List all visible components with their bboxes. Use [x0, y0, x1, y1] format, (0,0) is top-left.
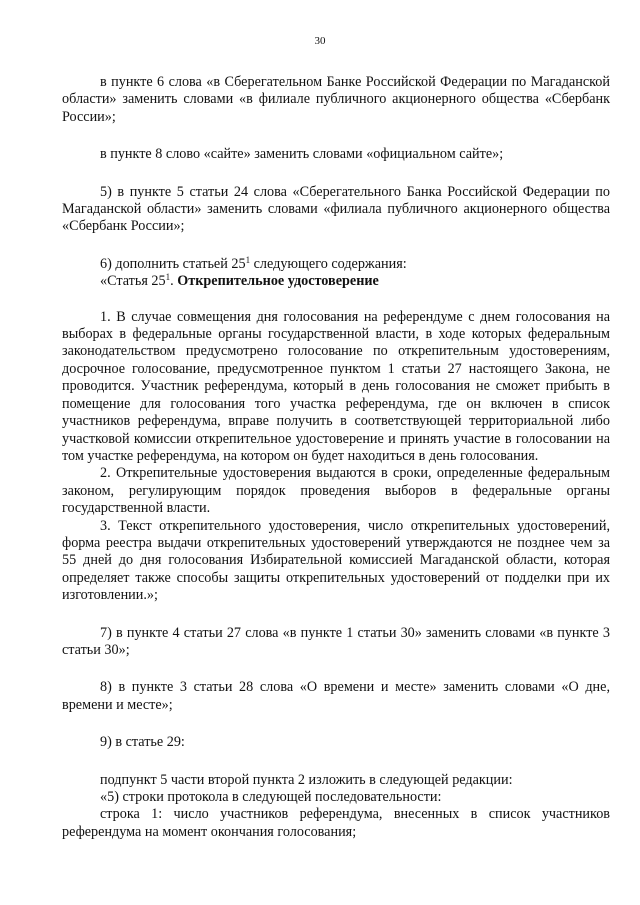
document-body	[62, 74, 610, 841]
paragraph-rows-intro: «5) строки протокола в следующей последовательности:	[100, 789, 442, 805]
article-clause-3: 3. Текст открепительного удостоверения, число открепительных удостоверений, форма реестра выдачи открепительных удостоверений утверждаются не позднее чем за 55 дней до дня голосования Избирательной комиссией Магаданской области, которая определяет также способы защиты открепительных удостоверений от подделки при их изготовлении.»;	[62, 517, 610, 604]
point-6-text: 6) дополнить статьей 25	[100, 255, 246, 272]
article-clause-2: 2. Открепительные удостоверения выдаются в сроки, определенные федеральным законом, регулирующим порядок проведения выборов в федеральные органы государственной власти.	[62, 465, 610, 517]
article-title: Открепительное удостоверение	[177, 273, 379, 290]
paragraph-point-9: 9) в статье 29:	[100, 734, 185, 751]
article-separator: .	[170, 273, 178, 290]
superscript: 1	[165, 272, 171, 283]
article-clause-1: 1. В случае совмещения дня голосования на референдуме с днем голосования на выборах в федеральные органы государственной власти, в ходе которых федеральным законодательством предусмотрено голосование по открепительным удостоверениям, досрочное голосование, предусмотренное пунктом 1 статьи 27 настоящего Закона, не проводится. Участник референдума, который в день голосования не сможет прибыть в помещение для голосования того участка референдума, где он включен в список участников референдума, вправе получить в соответствующей территориальной либо участковой комиссии открепительное удостоверение и принять участие в голосовании на том участке референдума, на котором он будет находиться в день голосования.	[62, 308, 610, 464]
paragraph-row-1: строка 1: число участников референдума, внесенных в список участников референдума на момент окончания голосования;	[62, 806, 610, 840]
article-heading	[62, 273, 610, 290]
superscript: 1	[245, 254, 251, 265]
point-6-text-end: следующего содержания:	[250, 255, 407, 272]
paragraph-item-6: в пункте 6 слова «в Сберегательном Банке Российской Федерации по Магаданской области» заменить словами «в филиале публичного акционерного общества «Сбербанк России»;	[62, 74, 610, 125]
paragraph-point-6	[62, 256, 610, 273]
page-number: 30	[314, 35, 326, 47]
paragraph-item-8: в пункте 8 слово «сайте» заменить словами «официальном сайте»;	[100, 146, 504, 163]
paragraph-point-5: 5) в пункте 5 статьи 24 слова «Сберегательного Банка Российской Федерации по Магаданской области» заменить словами «филиала публичного акционерного общества «Сбербанк России»;	[62, 183, 610, 235]
paragraph-point-7: 7) в пункте 4 статьи 27 слова «в пункте 1 статьи 30» заменить словами «в пункте 3 статьи 30»;	[62, 624, 610, 658]
paragraph-point-8: 8) в пункте 3 статьи 28 слова «О времени и месте» заменить словами «О дне, времени и месте»;	[62, 679, 610, 713]
article-label: «Статья 25	[100, 273, 166, 290]
paragraph-subpoint: подпункт 5 части второй пункта 2 изложить в следующей редакции:	[100, 771, 513, 788]
